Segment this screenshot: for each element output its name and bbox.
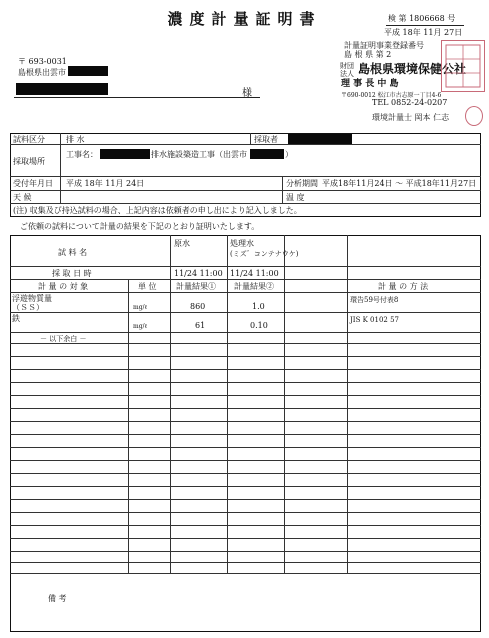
collector-label: 採取者 [254,135,278,144]
sample-1-time: 11/24 11:00 [174,269,223,278]
info-col-line [282,176,283,203]
period-label: 分析期間 [286,179,318,188]
issue-date: 平成 18年 11月 27日 [384,28,463,37]
results-row-line [10,382,481,383]
results-row-line [10,460,481,461]
certifier-seal [465,106,483,126]
sample-1-name: 原水 [174,239,190,248]
info-note: (注) 収集及び持込試料の場合、上記内容は依頼者の申し出により記入しました。 [13,206,302,215]
registration-label: 計量証明事業登録番号 [344,41,424,50]
certifier-name: 環境計量士 岡本 仁志 [372,113,450,122]
organization-seal [441,40,485,92]
col-unit-header: 単 位 [138,282,157,291]
issuer-tel: TEL 0852-24-0207 [372,98,448,107]
redacted-collector [288,134,352,144]
redacted-address [68,66,108,76]
results-row-line [10,512,481,513]
info-col-line [60,133,61,203]
row-2-result-2: 0.10 [250,321,268,330]
results-col-line [128,279,129,573]
corp-prefix-1: 財団 [340,62,354,70]
info-row-line [10,176,481,177]
results-row-line [10,473,481,474]
site-middle: 排水施設築造工事（出雲市 [151,150,247,159]
results-col-line [284,235,285,573]
recipient-underline [14,97,260,98]
recipient-honorific: 様 [242,88,252,99]
row-2-result-1: 61 [195,321,206,330]
results-row-line [10,266,481,267]
sample-2-sub: (ミズ゛コンテナウケ) [230,250,299,258]
registration-value: 島 根 県 第 2 [344,50,392,59]
results-row-line [10,369,481,370]
seal-graphic [442,41,484,91]
results-row-line [10,486,481,487]
weather-label: 天 候 [13,193,32,202]
document-title: 濃度計量証明書 [167,10,322,28]
end-mark: － 以下余白 － [40,335,87,343]
cert-no-label: 検 第 [388,14,407,23]
redacted-recipient-name [16,83,108,95]
issuer-address: 〒690-0012 松江市古志原一丁目4-6 [341,92,442,99]
redacted-site-location [250,149,284,159]
organization-name: 島根県環境保健公社 [358,62,467,76]
remarks-label: 備 考 [48,594,67,603]
results-row-line [10,279,481,280]
row-1-result-1: 860 [190,302,206,311]
results-intro: ご依頼の試料について計量の結果を下記のとおり証明いたします。 [20,222,260,231]
col-method-header: 計 量 の 方 法 [378,282,429,291]
results-row-line [10,312,481,313]
results-row-line [10,434,481,435]
info-col-line [250,133,251,144]
col-item-header: 計 量 の 対 象 [38,282,89,291]
results-col-line [170,235,171,573]
results-row-line [10,408,481,409]
cert-no-underline [386,25,464,26]
recipient-address: 島根県出雲市 [18,68,66,77]
results-row-line [10,551,481,552]
col-result-1-header: 計量結果① [176,282,216,291]
certificate-number [388,13,455,24]
row-1-result-2: 1.0 [252,302,265,311]
cert-no-value: 1806668 [409,14,445,23]
corp-prefix-2: 法人 [340,70,354,78]
results-row-line [10,395,481,396]
redacted-project-name [100,149,150,159]
site-prefix: 工事名： [66,150,98,159]
president-name: 理 事 長 中 島 [341,79,399,89]
results-col-line [227,235,228,573]
received-value: 平成 18年 11月 24日 [66,179,145,188]
results-row-line [10,562,481,563]
recipient-postal: 〒 693-0031 [18,57,67,66]
col-result-2-header: 計量結果② [234,282,274,291]
row-1-item-sub: （ＳＳ） [12,303,44,312]
row-2-method: JIS K 0102 57 [350,316,399,324]
info-row-line [10,203,481,204]
results-row-line [10,332,481,333]
results-header-line [10,292,481,293]
sample-2-name: 処理水 [230,239,254,248]
results-row-line [10,525,481,526]
remarks-divider [10,573,481,574]
sample-type-label: 試料区分 [13,135,45,144]
site-suffix: ） [285,150,293,159]
results-row-line [10,499,481,500]
period-value: 平成18年11月24日 ～ 平成18年11月27日 [322,179,477,188]
collected-label: 採 取 日 時 [52,269,92,278]
results-row-line [10,538,481,539]
cert-no-suffix: 号 [447,14,456,23]
sample-2-time: 11/24 11:00 [230,269,279,278]
site-label: 採取場所 [13,157,45,166]
results-row-line [10,421,481,422]
info-row-line [10,190,481,191]
row-2-item: 鉄 [12,314,20,323]
row-1-item: 浮遊物質量 [12,294,52,303]
results-row-line [10,356,481,357]
row-1-unit: mg/ℓ [133,304,148,311]
info-table [10,133,481,217]
sample-name-label: 試 料 名 [58,248,88,257]
row-1-method: 環告59号付表8 [350,296,399,304]
results-col-line [347,235,348,573]
row-2-unit: mg/ℓ [133,323,148,330]
sample-type-value: 排 水 [66,135,85,144]
temperature-label: 温 度 [286,193,305,202]
received-label: 受付年月日 [13,179,53,188]
results-row-line [10,447,481,448]
